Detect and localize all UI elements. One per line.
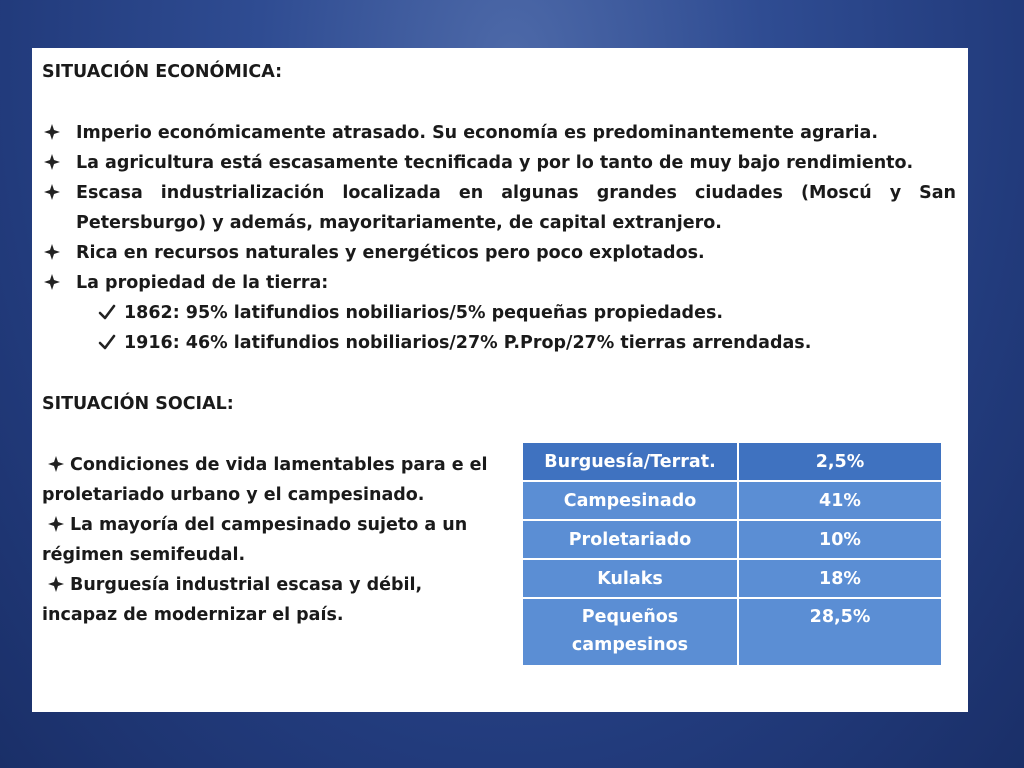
table-row xyxy=(522,481,942,520)
table-row xyxy=(522,442,942,481)
table-cell-label: Burguesía/Terrat. xyxy=(522,442,738,481)
diamond-bullet-icon xyxy=(42,450,70,480)
list-item-text: Condiciones de vida lamentables para e el proletariado urbano y el campesinado. xyxy=(42,455,488,505)
list-item-text: Escasa industrialización localizada en algunas grandes ciudades (Moscú y San Petersburgo) y además, mayoritariamente, de capital extranjero. xyxy=(76,183,956,233)
table-row xyxy=(522,598,942,666)
list-item-text: La mayoría del campesinado sujeto a un régimen semifeudal. xyxy=(42,515,468,565)
list-item xyxy=(42,238,956,268)
spacer xyxy=(42,88,956,118)
subpoint-text: 1916: 46% latifundios nobiliarios/27% P.Prop/27% tierras arrendadas. xyxy=(124,333,812,353)
list-item-text: Rica en recursos naturales y energéticos pero poco explotados. xyxy=(76,243,705,263)
spacer xyxy=(42,358,956,388)
table-cell-value: 28,5% xyxy=(738,598,942,666)
diamond-bullet-icon xyxy=(42,148,76,178)
list-item-text: La agricultura está escasamente tecnificada y por lo tanto de muy bajo rendimiento. xyxy=(76,153,914,173)
check-mark-icon xyxy=(98,298,124,328)
table-cell-label: Proletariado xyxy=(522,520,738,559)
table-row xyxy=(522,559,942,598)
table-cell-label: Campesinado xyxy=(522,481,738,520)
diamond-bullet-icon xyxy=(42,570,70,600)
list-item-text: Burguesía industrial escasa y débil, incapaz de modernizar el país. xyxy=(42,575,423,625)
economic-bullet-list xyxy=(42,118,956,298)
diamond-bullet-icon xyxy=(42,268,76,298)
check-mark-icon xyxy=(98,328,124,358)
list-item-text: La propiedad de la tierra: xyxy=(76,273,329,293)
list-item xyxy=(42,178,956,238)
economic-section-title: SITUACIÓN ECONÓMICA: xyxy=(42,62,283,82)
list-item xyxy=(42,570,502,630)
list-item xyxy=(42,510,502,570)
table-cell-value: 18% xyxy=(738,559,942,598)
social-distribution-table xyxy=(521,441,943,667)
list-item xyxy=(42,450,502,510)
land-ownership-subpoint xyxy=(42,328,956,358)
diamond-bullet-icon xyxy=(42,510,70,540)
subpoint-text: 1862: 95% latifundios nobiliarios/5% pequeñas propiedades. xyxy=(124,303,724,323)
list-item xyxy=(42,148,956,178)
table-cell-label: Kulaks xyxy=(522,559,738,598)
diamond-bullet-icon xyxy=(42,118,76,148)
diamond-bullet-icon xyxy=(42,178,76,238)
social-section-title: SITUACIÓN SOCIAL: xyxy=(42,394,234,414)
list-item xyxy=(42,268,956,298)
table-row xyxy=(522,520,942,559)
table-cell-value: 10% xyxy=(738,520,942,559)
table-cell-label: Pequeños campesinos xyxy=(522,598,738,666)
list-item-text: Imperio económicamente atrasado. Su economía es predominantemente agraria. xyxy=(76,123,879,143)
social-bullet-list xyxy=(42,450,502,630)
table-cell-value: 41% xyxy=(738,481,942,520)
table-cell-value: 2,5% xyxy=(738,442,942,481)
diamond-bullet-icon xyxy=(42,238,76,268)
list-item xyxy=(42,118,956,148)
land-ownership-subpoint xyxy=(42,298,956,328)
